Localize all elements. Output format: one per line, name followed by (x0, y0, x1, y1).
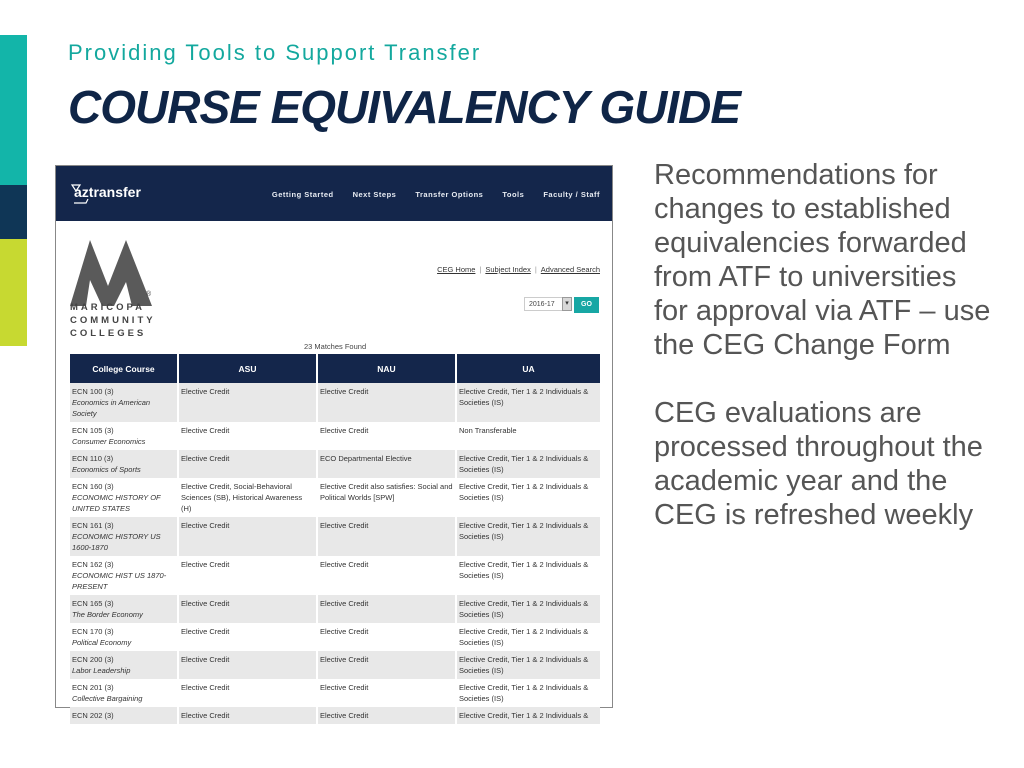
accent-bar-lime (0, 239, 27, 346)
nav-faculty-staff[interactable]: Faculty / Staff (543, 190, 600, 199)
college-name: MARICOPA COMMUNITY COLLEGES (70, 302, 156, 339)
course-cell (70, 679, 178, 707)
nau-cell: ECO Departmental Elective (317, 450, 456, 478)
ua-cell: Elective Credit, Tier 1 & 2 Individuals & (456, 707, 600, 724)
nau-cell: Elective Credit (317, 422, 456, 450)
asu-cell: Elective Credit (178, 707, 317, 724)
nav-next-steps[interactable]: Next Steps (352, 190, 397, 199)
table-row (70, 651, 600, 679)
ua-cell: Elective Credit, Tier 1 & 2 Individuals & Societies (IS) (456, 651, 600, 679)
site-navbar (56, 166, 612, 221)
table-row (70, 707, 600, 724)
side-paragraph: CEG evaluations are processed throughout the academic year and the CEG is refreshed weekly (654, 397, 983, 531)
nau-cell: Elective Credit (317, 623, 456, 651)
table-row (70, 478, 600, 517)
course-cell (70, 450, 178, 478)
asu-cell: Elective Credit (178, 517, 317, 556)
table-row (70, 595, 600, 623)
ua-cell: Non Transferable (459, 426, 517, 435)
header-college-course[interactable]: College Course (70, 354, 178, 383)
slide-title: COURSE EQUIVALENCY GUIDE (68, 81, 741, 133)
course-cell (70, 651, 178, 679)
maricopa-logo-icon (68, 234, 154, 306)
nau-cell: Elective Credit (317, 517, 456, 556)
nau-cell: Elective Credit (317, 383, 456, 422)
course-title: Labor Leadership (72, 666, 131, 675)
asu-cell: Elective Credit (178, 383, 317, 422)
nau-cell: Elective Credit (317, 707, 456, 724)
table-row (70, 517, 600, 556)
nau-cell: Elective Credit also satisfies: Social and Political Worlds [SPW] (317, 478, 456, 517)
ua-cell: Elective Credit, Tier 1 & 2 Individuals & Societies (IS) (456, 383, 600, 422)
equivalency-table (70, 354, 600, 724)
asu-cell: Elective Credit (178, 651, 317, 679)
ua-cell: Elective Credit, Tier 1 & 2 Individuals & Societies (IS) (456, 517, 600, 556)
course-cell (70, 478, 178, 517)
matches-count: 23 Matches Found (304, 342, 367, 351)
course-code[interactable]: ECN 165 (3) (72, 599, 114, 608)
header-nau[interactable]: NAU (317, 354, 456, 383)
course-code[interactable]: ECN 100 (3) (72, 387, 114, 396)
side-text (654, 158, 994, 566)
course-title: Political Economy (72, 638, 132, 647)
asu-cell: Elective Credit, Social-Behavioral Sciences (SB), Historical Awareness (H) (178, 478, 317, 517)
ceg-screenshot (55, 165, 613, 720)
year-select[interactable]: 2016-17 (524, 297, 564, 311)
side-paragraph: Recommendations for changes to established equivalencies forwarded from ATF to universities for approval via ATF – use the CEG Change Form (654, 159, 991, 361)
course-title: Consumer Economics (72, 437, 146, 446)
course-title: The Border Economy (72, 610, 143, 619)
ua-cell: Elective Credit, Tier 1 & 2 Individuals & Societies (IS) (456, 450, 600, 478)
header-asu[interactable]: ASU (178, 354, 317, 383)
nau-cell: Elective Credit (317, 651, 456, 679)
asu-cell: Elective Credit (178, 556, 317, 595)
ua-cell: Elective Credit, Tier 1 & 2 Individuals & Societies (IS) (459, 482, 589, 502)
asu-cell: Elective Credit (178, 595, 317, 623)
ua-cell: Elective Credit, Tier 1 & 2 Individuals & Societies (IS) (456, 595, 600, 623)
go-button[interactable]: GO (574, 297, 599, 313)
course-title: ECONOMIC HISTORY OF UNITED STATES (72, 493, 161, 513)
asu-cell: Elective Credit (178, 679, 317, 707)
nav-links (272, 190, 600, 199)
ua-cell: Elective Credit, Tier 1 & 2 Individuals & Societies (IS) (459, 683, 589, 703)
course-code[interactable]: ECN 110 (3) (72, 454, 114, 463)
course-code[interactable]: ECN 105 (3) (72, 426, 114, 435)
nav-transfer-options[interactable]: Transfer Options (415, 190, 484, 199)
course-title: ECONOMIC HISTORY US 1600-1870 (72, 532, 161, 552)
table-header-row (70, 354, 600, 383)
nau-cell: Elective Credit (317, 679, 456, 707)
course-code[interactable]: ECN 160 (3) (72, 482, 114, 491)
course-code[interactable]: ECN 170 (3) (72, 627, 114, 636)
course-code[interactable]: ECN 202 (3) (72, 711, 114, 720)
course-title: ECONOMIC HIST US 1870-PRESENT (72, 571, 167, 591)
course-title: Economics of Sports (72, 465, 141, 474)
asu-cell: Elective Credit (178, 422, 317, 450)
table-row (70, 679, 600, 707)
asu-cell: Elective Credit (178, 450, 317, 478)
table-row (70, 422, 600, 450)
nav-tools[interactable]: Tools (502, 190, 525, 199)
course-title: Economics in American Society (72, 398, 151, 418)
course-cell (70, 595, 178, 623)
nav-getting-started[interactable]: Getting Started (271, 190, 334, 199)
course-code[interactable]: ECN 161 (3) (72, 521, 114, 530)
link-advanced-search[interactable]: Advanced Search (540, 265, 600, 274)
chevron-down-icon[interactable]: ▾ (562, 297, 572, 311)
header-ua[interactable]: UA (456, 354, 600, 383)
course-code[interactable]: ECN 162 (3) (72, 560, 114, 569)
table-row (70, 450, 600, 478)
nau-cell: Elective Credit (317, 556, 456, 595)
course-cell (70, 517, 178, 556)
ceg-links: CEG Home | Subject Index | Advanced Search (437, 265, 600, 274)
slide-subtitle: Providing Tools to Support Transfer (68, 40, 482, 65)
course-cell (70, 422, 178, 450)
nau-cell: Elective Credit (317, 595, 456, 623)
table-row (70, 623, 600, 651)
registered-icon: ® (146, 291, 152, 298)
course-cell (70, 707, 178, 724)
course-title: Collective Bargaining (72, 694, 143, 703)
table-row (70, 383, 600, 422)
link-ceg-home[interactable]: CEG Home (437, 265, 476, 274)
course-cell (70, 556, 178, 595)
table-row (70, 556, 600, 595)
course-code[interactable]: ECN 201 (3) (72, 683, 114, 692)
aztransfer-logo-text[interactable]: aztransfer (74, 184, 141, 200)
course-code[interactable]: ECN 200 (3) (72, 655, 114, 664)
accent-bar-navy (0, 185, 27, 239)
link-subject-index[interactable]: Subject Index (485, 265, 531, 274)
asu-cell: Elective Credit (178, 623, 317, 651)
accent-bar-teal (0, 35, 27, 185)
course-cell (70, 623, 178, 651)
ua-cell: Elective Credit, Tier 1 & 2 Individuals & Societies (IS) (459, 560, 589, 580)
course-cell (70, 383, 178, 422)
ua-cell: Elective Credit, Tier 1 & 2 Individuals & Societies (IS) (459, 627, 589, 647)
